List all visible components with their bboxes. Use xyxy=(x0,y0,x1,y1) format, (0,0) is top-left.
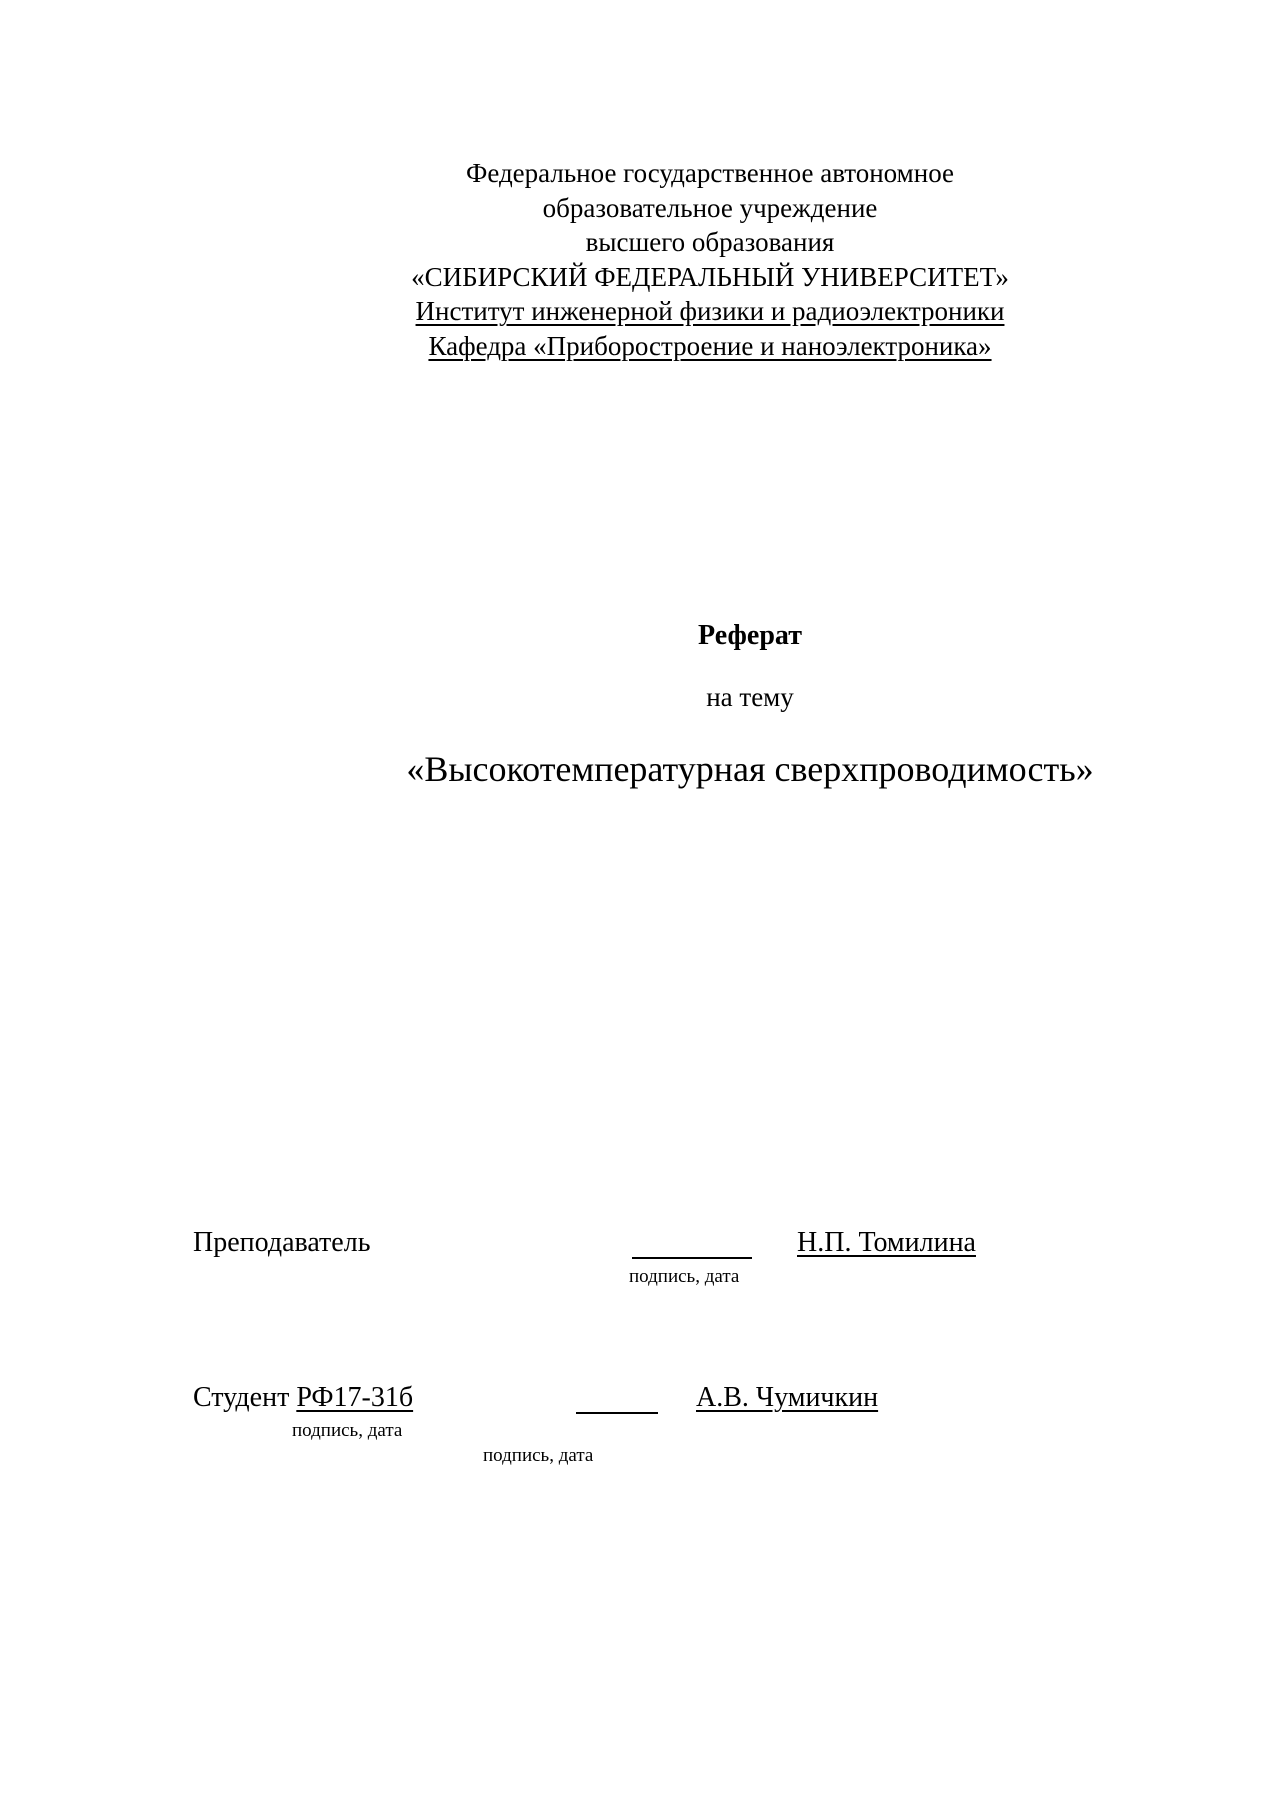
student-signature-caption: подпись, дата xyxy=(483,1445,594,1466)
department-name-text: Кафедра «Приборостроение и наноэлектроника» xyxy=(428,330,992,361)
student-group: РФ17-31б xyxy=(296,1382,414,1413)
on-topic-label: на тему xyxy=(706,682,794,712)
student-group-caption: подпись, дата xyxy=(292,1420,403,1441)
student-row xyxy=(193,1382,413,1414)
teacher-name: Н.П. Томилина xyxy=(797,1227,976,1258)
header-line-federal: Федеральное государственное автономное xyxy=(465,158,955,188)
header-line-education: высшего образования xyxy=(585,227,835,257)
student-signature-line xyxy=(576,1412,658,1414)
teacher-signature-line xyxy=(632,1257,752,1259)
teacher-role-label: Преподаватель xyxy=(193,1227,371,1258)
institute-name-text: Институт инженерной физики и радиоэлектроники xyxy=(415,296,1005,326)
institute-name xyxy=(360,294,1060,329)
document-type: Реферат xyxy=(698,620,802,651)
teacher-signature-caption: подпись, дата xyxy=(629,1266,740,1287)
organization-header xyxy=(360,156,1060,363)
university-name: «СИБИРСКИЙ ФЕДЕРАЛЬНЫЙ УНИВЕРСИТЕТ» xyxy=(411,261,1009,292)
document-title: «Высокотемпературная сверхпроводимость» xyxy=(406,749,1094,789)
student-name: А.В. Чумичкин xyxy=(696,1382,879,1413)
header-line-institution: образовательное учреждение xyxy=(542,192,878,223)
student-role-label: Студент xyxy=(193,1382,290,1413)
department-name xyxy=(360,329,1060,364)
